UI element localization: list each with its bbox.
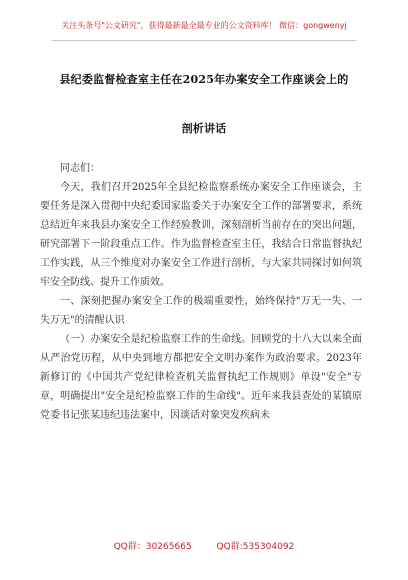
footer-contact — [0, 541, 408, 553]
footer-qq-group-2: QQ群:535304092 — [216, 542, 295, 552]
salutation: 同志们： — [60, 163, 100, 174]
section-heading-1: 一、深刻把握办案安全工作的极端重要性，始终保持"万无一失、一失万无"的清醒认识 — [40, 296, 362, 326]
header-notice: 关注头条号"公文研究"，获得最新最全最专业的公文资料库！ 微信：gongwenyj — [61, 21, 347, 30]
footer-qq-group-1: QQ群：30265665 — [113, 542, 192, 552]
paragraph-intro: 今天，我们召开2025年全县纪检监察系统办案安全工作座谈会，主要任务是深入贯彻中央纪委国家监委关于办案安全工作的部署要求，系统总结近年来我县办案安全工作经验教训，深刻剖析当前存在的突出问题，研究部署下一阶段重点工作。作为监督检查室主任，我结合日常监督执纪工作实践，从三个维度对办案安全工作进行剖析，与大家共同探讨如何筑牢安全防线、提升工作质效。 — [40, 182, 362, 288]
document-title-line1: 县纪委监督检查室主任在2025年办案安全工作座谈会上的 — [59, 73, 349, 86]
paragraph-sub-1: （一）办案安全是纪检监察工作的生命线。回顾党的十八大以来全面从严治党历程，从中央到地方都把安全文明办案作为政治要求。2023年新修订的《中国共产党纪律检查机关监督执纪工作规则》单设"安全"专章，明确提出"安全是纪检监察工作的生命线"。近年来我县查处的某镇原党委书记张某违纪违法案中，因谈话对象突发疾病未 — [40, 334, 362, 421]
header-divider — [52, 40, 356, 41]
document-body — [40, 159, 362, 425]
document-title-line2: 剖析讲话 — [181, 122, 227, 135]
